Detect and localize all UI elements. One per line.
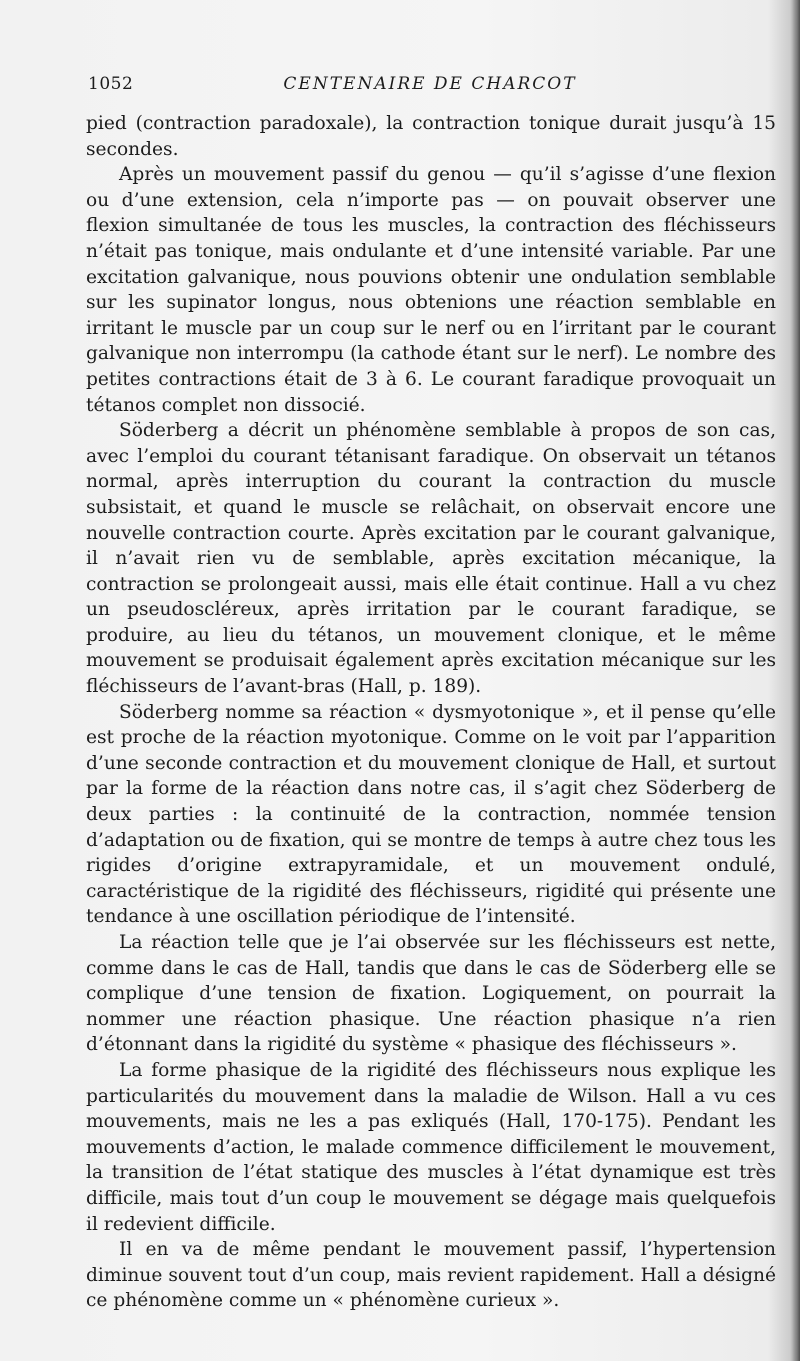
paragraph-soderberg-description: Söderberg a décrit un phénomène semblable à propos de son cas, avec l’emploi du courant tétanisant faradique. On observait un tétanos normal, après interruption du courant la contraction du muscle subsistait, et quand le muscle se relâchait, on observait encore une nouvelle contraction courte. Après excitation par le courant galvanique, il n’avait rien vu de semblable, après excitation mécanique, la contraction se prolongeait aussi, mais elle était continue. Hall a vu chez un pseudoscléreux, après irritation par le courant faradique, se produire, au lieu du tétanos, un mouvement clonique, et le même mouvement se produisait également après excitation mécanique sur les fléchisseurs de l’avant-bras (Hall, p. 189). [86,420,776,698]
paragraph-passive-movement: Après un mouvement passif du genou — qu’il s’agisse d’une flexion ou d’une extension, cela n’importe pas — on pouvait observer une flexion simultanée de tous les muscles, la contraction des fléchisseurs n’était pas tonique, mais ondulante et d’une intensité variable. Par une excitation galvanique, nous pouvions obtenir une ondulation semblable sur les supinator longus, nous obtenions une réaction semblable en irritant le muscle par un coup sur le nerf ou en l’irritant par le courant galvanique non interrompu (la cathode étant sur le nerf). Le nombre des petites contractions était de 3 à 6. Le courant faradique provoquait un tétanos complet non dissocié. [86,164,776,416]
page-number: 1052 [88,74,134,94]
paragraph-dysmyotonic-reaction: Söderberg nomme sa réaction « dysmyotonique », et il pense qu’elle est proche de la réaction myotonique. Comme on le voit par l’apparition d’une seconde contraction et du mouvement clonique de Hall, et surtout par la forme de la réaction dans notre cas, il s’agit chez Söderberg de deux parties : la continuité de la contraction, nommée tension d’adaptation ou de fixation, qui se montre de temps à autre chez tous les rigides d’origine extrapyramidale, et un mouvement ondulé, caractéristique de la rigidité des fléchisseurs, rigidité qui présente une tendance à une oscillation périodique de l’intensité. [86,701,776,928]
paragraph-passive-hypertension: Il en va de même pendant le mouvement passif, l’hypertension diminue souvent tout d’un coup, mais revient rapidement. Hall a désigné ce phénomène comme un « phénomène curieux ». [86,1239,776,1312]
paragraph-wilson-movements: La forme phasique de la rigidité des fléchisseurs nous explique les particularités du mouvement dans la maladie de Wilson. Hall a vu ces mouvements, mais ne les a pas exliqués (Hall, 170-175). Pendant les mouvements d’action, le malade commence difficilement le mouvement, la transition de l’état statique des muscles à l’état dynamique est très difficile, mais tout d’un coup le mouvement se dégage mais quelquefois il redevient difficile. [86,1059,776,1235]
paragraph-continuation: pied (contraction paradoxale), la contraction tonique durait jusqu’à 15 secondes. [86,113,776,160]
binding-gutter-shadow [790,0,800,1361]
running-title: CENTENAIRE DE CHARCOT [283,74,577,94]
body-text [86,111,776,1314]
running-head [88,74,772,98]
paragraph-phasic-reaction: La réaction telle que je l’ai observée sur les fléchisseurs est nette, comme dans le cas de Hall, tandis que dans le cas de Söderberg elle se complique d’une tension de fixation. Logiquement, on pourrait la nommer une réaction phasique. Une réaction phasique n’a rien d’étonnant dans la rigidité du système « phasique des fléchisseurs ». [86,932,776,1056]
